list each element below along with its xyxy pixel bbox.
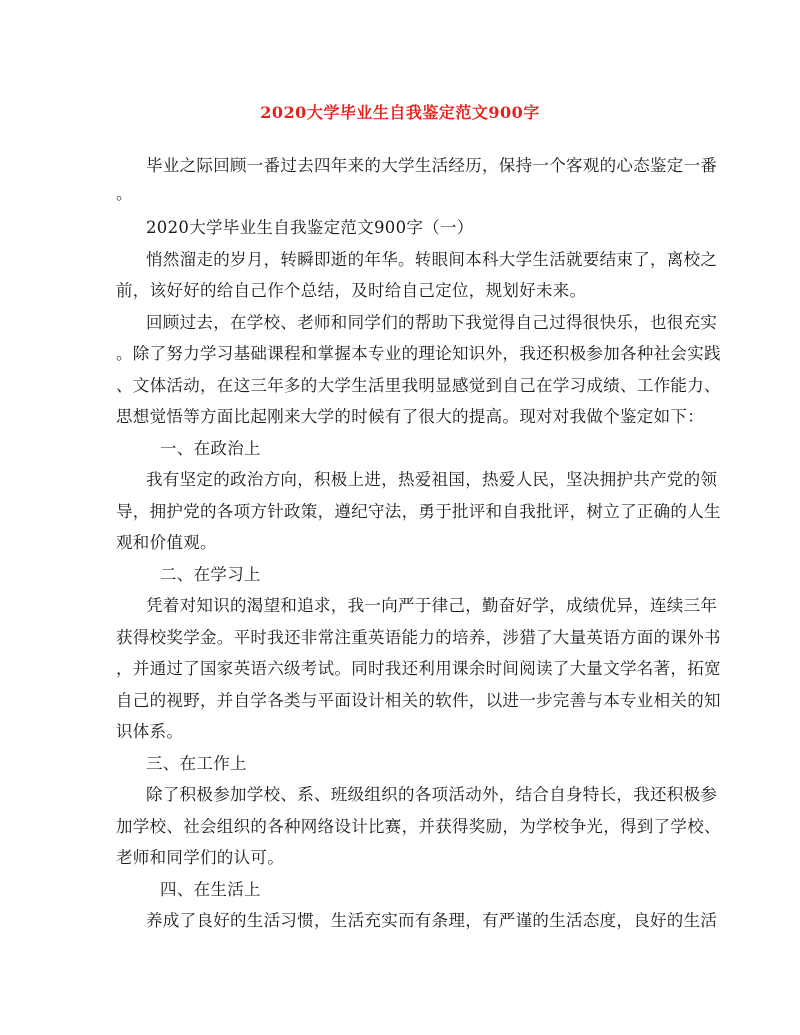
paragraph-line: 、文体活动，在这三年多的大学生活里我明显感觉到自己在学习成绩、工作能力、 [116, 376, 721, 395]
paragraph-line: 自己的视野，并自学各类与平面设计相关的软件，以进一步完善与本专业相关的知 [116, 691, 721, 710]
paragraph-line: 思想觉悟等方面比起刚来大学的时候有了很大的提高。现对对我做个鉴定如下： [116, 407, 704, 426]
paragraph-line: 前，该好好的给自己作个总结，及时给自己定位，规划好未来。 [116, 281, 587, 300]
paragraph-line: 悄然溜走的岁月，转瞬即逝的年华。转眼间本科大学生活就要结束了，离校之 [146, 250, 718, 269]
section-heading: 2020大学毕业生自我鉴定范文900字（一） [146, 218, 474, 237]
document-title: 2020大学毕业生自我鉴定范文900字 [260, 103, 540, 122]
paragraph-line: 识体系。 [116, 722, 184, 741]
paragraph-line: 加学校、社会组织的各种网络设计比赛，并获得奖励，为学校争光，得到了学校、 [116, 817, 721, 836]
paragraph-line: 除了积极参加学校、系、班级组织的各项活动外，结合自身特长，我还积极参 [146, 785, 718, 804]
paragraph-line: 获得校奖学金。平时我还非常注重英语能力的培养，涉猎了大量英语方面的课外书 [116, 628, 721, 647]
paragraph-line: 观和价值观。 [116, 533, 217, 552]
paragraph-line: 。 [116, 184, 133, 203]
paragraph-line: 养成了良好的生活习惯，生活充实而有条理，有严谨的生活态度，良好的生活 [146, 911, 718, 930]
section-heading: 三、在工作上 [146, 754, 247, 773]
paragraph-line: ，并通过了国家英语六级考试。同时我还利用课余时间阅读了大量文学名著，拓宽 [116, 659, 721, 678]
paragraph-line: 凭着对知识的渴望和追求，我一向严于律己，勤奋好学，成绩优异，连续三年 [146, 596, 718, 615]
paragraph-line: 我有坚定的政治方向，积极上进，热爱祖国，热爱人民，坚决拥护共产党的领 [146, 470, 718, 489]
paragraph-line: 毕业之际回顾一番过去四年来的大学生活经历，保持一个客观的心态鉴定一番 [146, 156, 718, 175]
paragraph-line: 老师和同学们的认可。 [116, 848, 284, 867]
paragraph-line: 回顾过去，在学校、老师和同学们的帮助下我觉得自己过得很快乐，也很充实 [146, 313, 718, 332]
section-heading: 四、在生活上 [160, 880, 261, 899]
section-heading: 二、在学习上 [160, 565, 261, 584]
section-heading: 一、在政治上 [160, 439, 261, 458]
paragraph-line: 。除了努力学习基础课程和掌握本专业的理论知识外，我还积极参加各种社会实践 [116, 344, 721, 363]
paragraph-line: 导，拥护党的各项方针政策，遵纪守法，勇于批评和自我批评，树立了正确的人生 [116, 502, 721, 521]
